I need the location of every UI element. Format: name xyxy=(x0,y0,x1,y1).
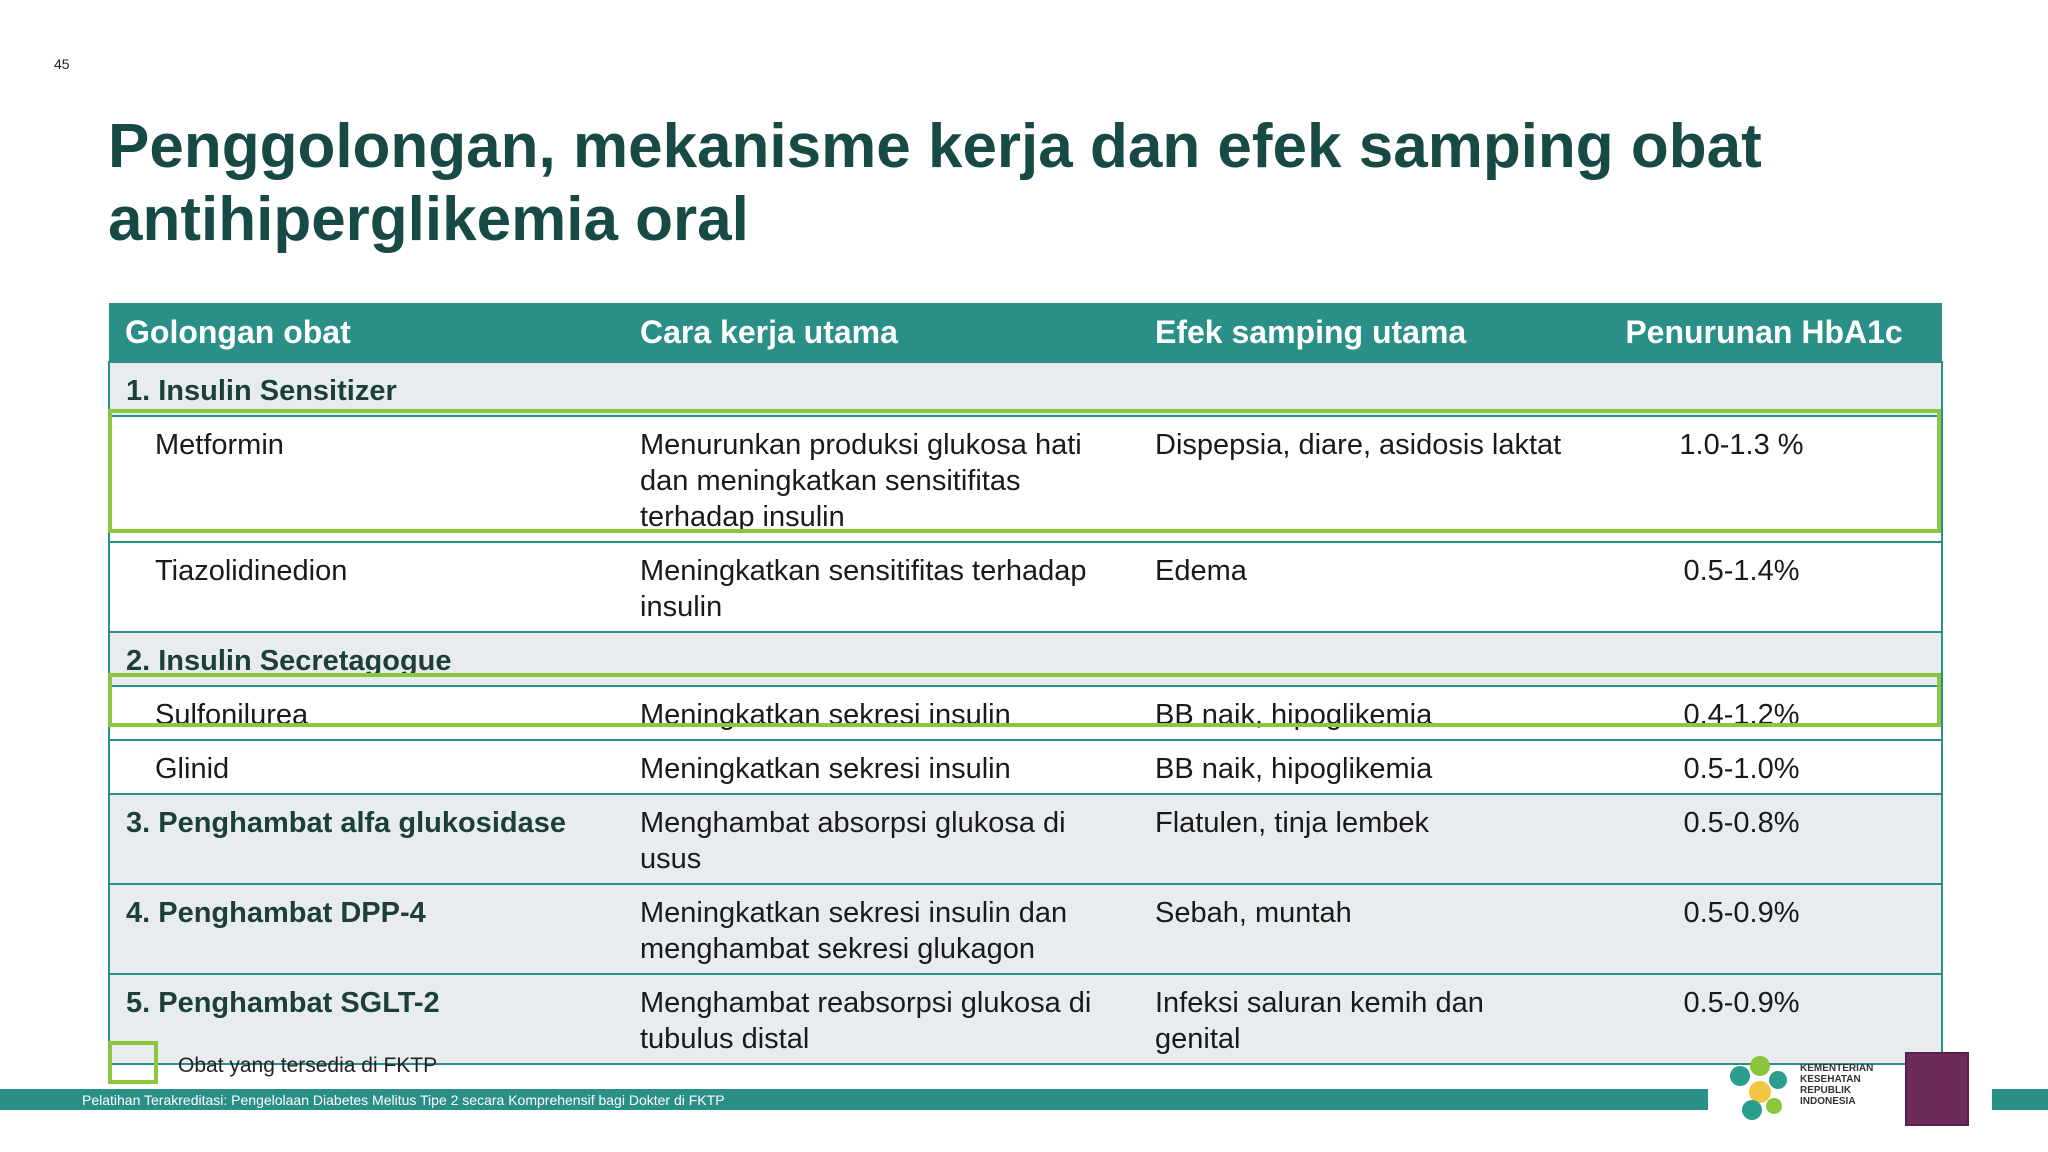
table-row xyxy=(109,686,1942,740)
mechanism: Menghambat absorpsi glukosa di usus xyxy=(624,794,1139,884)
table-row xyxy=(109,794,1942,884)
footer-bar-right xyxy=(1992,1089,2048,1110)
drug-table xyxy=(108,303,1943,1065)
header-golongan: Golongan obat xyxy=(109,303,624,362)
table-row xyxy=(109,416,1942,542)
drug-name: Glinid xyxy=(109,740,624,794)
footer-text: Pelatihan Terakreditasi: Pengelolaan Diabetes Melitus Tipe 2 secara Komprehensif bagi Dokter di FKTP xyxy=(82,1092,725,1108)
side-effect: BB naik, hipoglikemia xyxy=(1139,686,1586,740)
table-row xyxy=(109,974,1942,1064)
mechanism: Meningkatkan sekresi insulin xyxy=(624,740,1139,794)
side-effect: Edema xyxy=(1139,542,1586,632)
slide-title: Penggolongan, mekanisme kerja dan efek samping obat antihiperglikemia oral xyxy=(108,112,1762,254)
drug-name: Metformin xyxy=(109,416,624,542)
drug-class: 3. Penghambat alfa glukosidase xyxy=(109,794,624,884)
side-effect: Infeksi saluran kemih dan genital xyxy=(1139,974,1586,1064)
group-label: 2. Insulin Secretagogue xyxy=(109,632,1942,686)
side-effect: BB naik, hipoglikemia xyxy=(1139,740,1586,794)
table-row xyxy=(109,542,1942,632)
hba1c-value: 0.5-1.4% xyxy=(1586,542,1942,632)
side-effect: Dispepsia, diare, asidosis laktat xyxy=(1139,416,1586,542)
legend-label: Obat yang tersedia di FKTP xyxy=(178,1054,438,1077)
mechanism: Meningkatkan sensitifitas terhadap insulin xyxy=(624,542,1139,632)
accreditation-logo-icon xyxy=(1905,1052,1969,1126)
group-label: 1. Insulin Sensitizer xyxy=(109,362,1942,416)
hba1c-value: 0.5-0.9% xyxy=(1586,974,1942,1064)
page-number: 45 xyxy=(54,56,70,72)
table-row xyxy=(109,884,1942,974)
table-row xyxy=(109,740,1942,794)
hba1c-value: 0.5-0.8% xyxy=(1586,794,1942,884)
mechanism: Menghambat reabsorpsi glukosa di tubulus distal xyxy=(624,974,1139,1064)
header-cara-kerja: Cara kerja utama xyxy=(624,303,1139,362)
drug-class: 4. Penghambat DPP-4 xyxy=(109,884,624,974)
legend-swatch xyxy=(108,1041,158,1084)
drug-name: Sulfonilurea xyxy=(109,686,624,740)
header-efek-samping: Efek samping utama xyxy=(1139,303,1586,362)
hba1c-value: 0.5-0.9% xyxy=(1586,884,1942,974)
hba1c-value: 0.4-1.2% xyxy=(1586,686,1942,740)
mechanism: Menurunkan produksi glukosa hati dan meningkatkan sensitifitas terhadap insulin xyxy=(624,416,1139,542)
side-effect: Sebah, muntah xyxy=(1139,884,1586,974)
mechanism: Meningkatkan sekresi insulin xyxy=(624,686,1139,740)
table-header-row xyxy=(109,303,1942,362)
hba1c-value: 0.5-1.0% xyxy=(1586,740,1942,794)
drug-class: 5. Penghambat SGLT-2 xyxy=(109,974,624,1064)
header-hba1c: Penurunan HbA1c xyxy=(1586,303,1942,362)
drug-name: Tiazolidinedion xyxy=(109,542,624,632)
hba1c-value: 1.0-1.3 % xyxy=(1586,416,1942,542)
kemenkes-logo-text: KEMENTERIAN KESEHATAN REPUBLIK INDONESIA xyxy=(1800,1063,1874,1107)
mechanism: Meningkatkan sekresi insulin dan menghambat sekresi glukagon xyxy=(624,884,1139,974)
group-row xyxy=(109,362,1942,416)
side-effect: Flatulen, tinja lembek xyxy=(1139,794,1586,884)
group-row xyxy=(109,632,1942,686)
